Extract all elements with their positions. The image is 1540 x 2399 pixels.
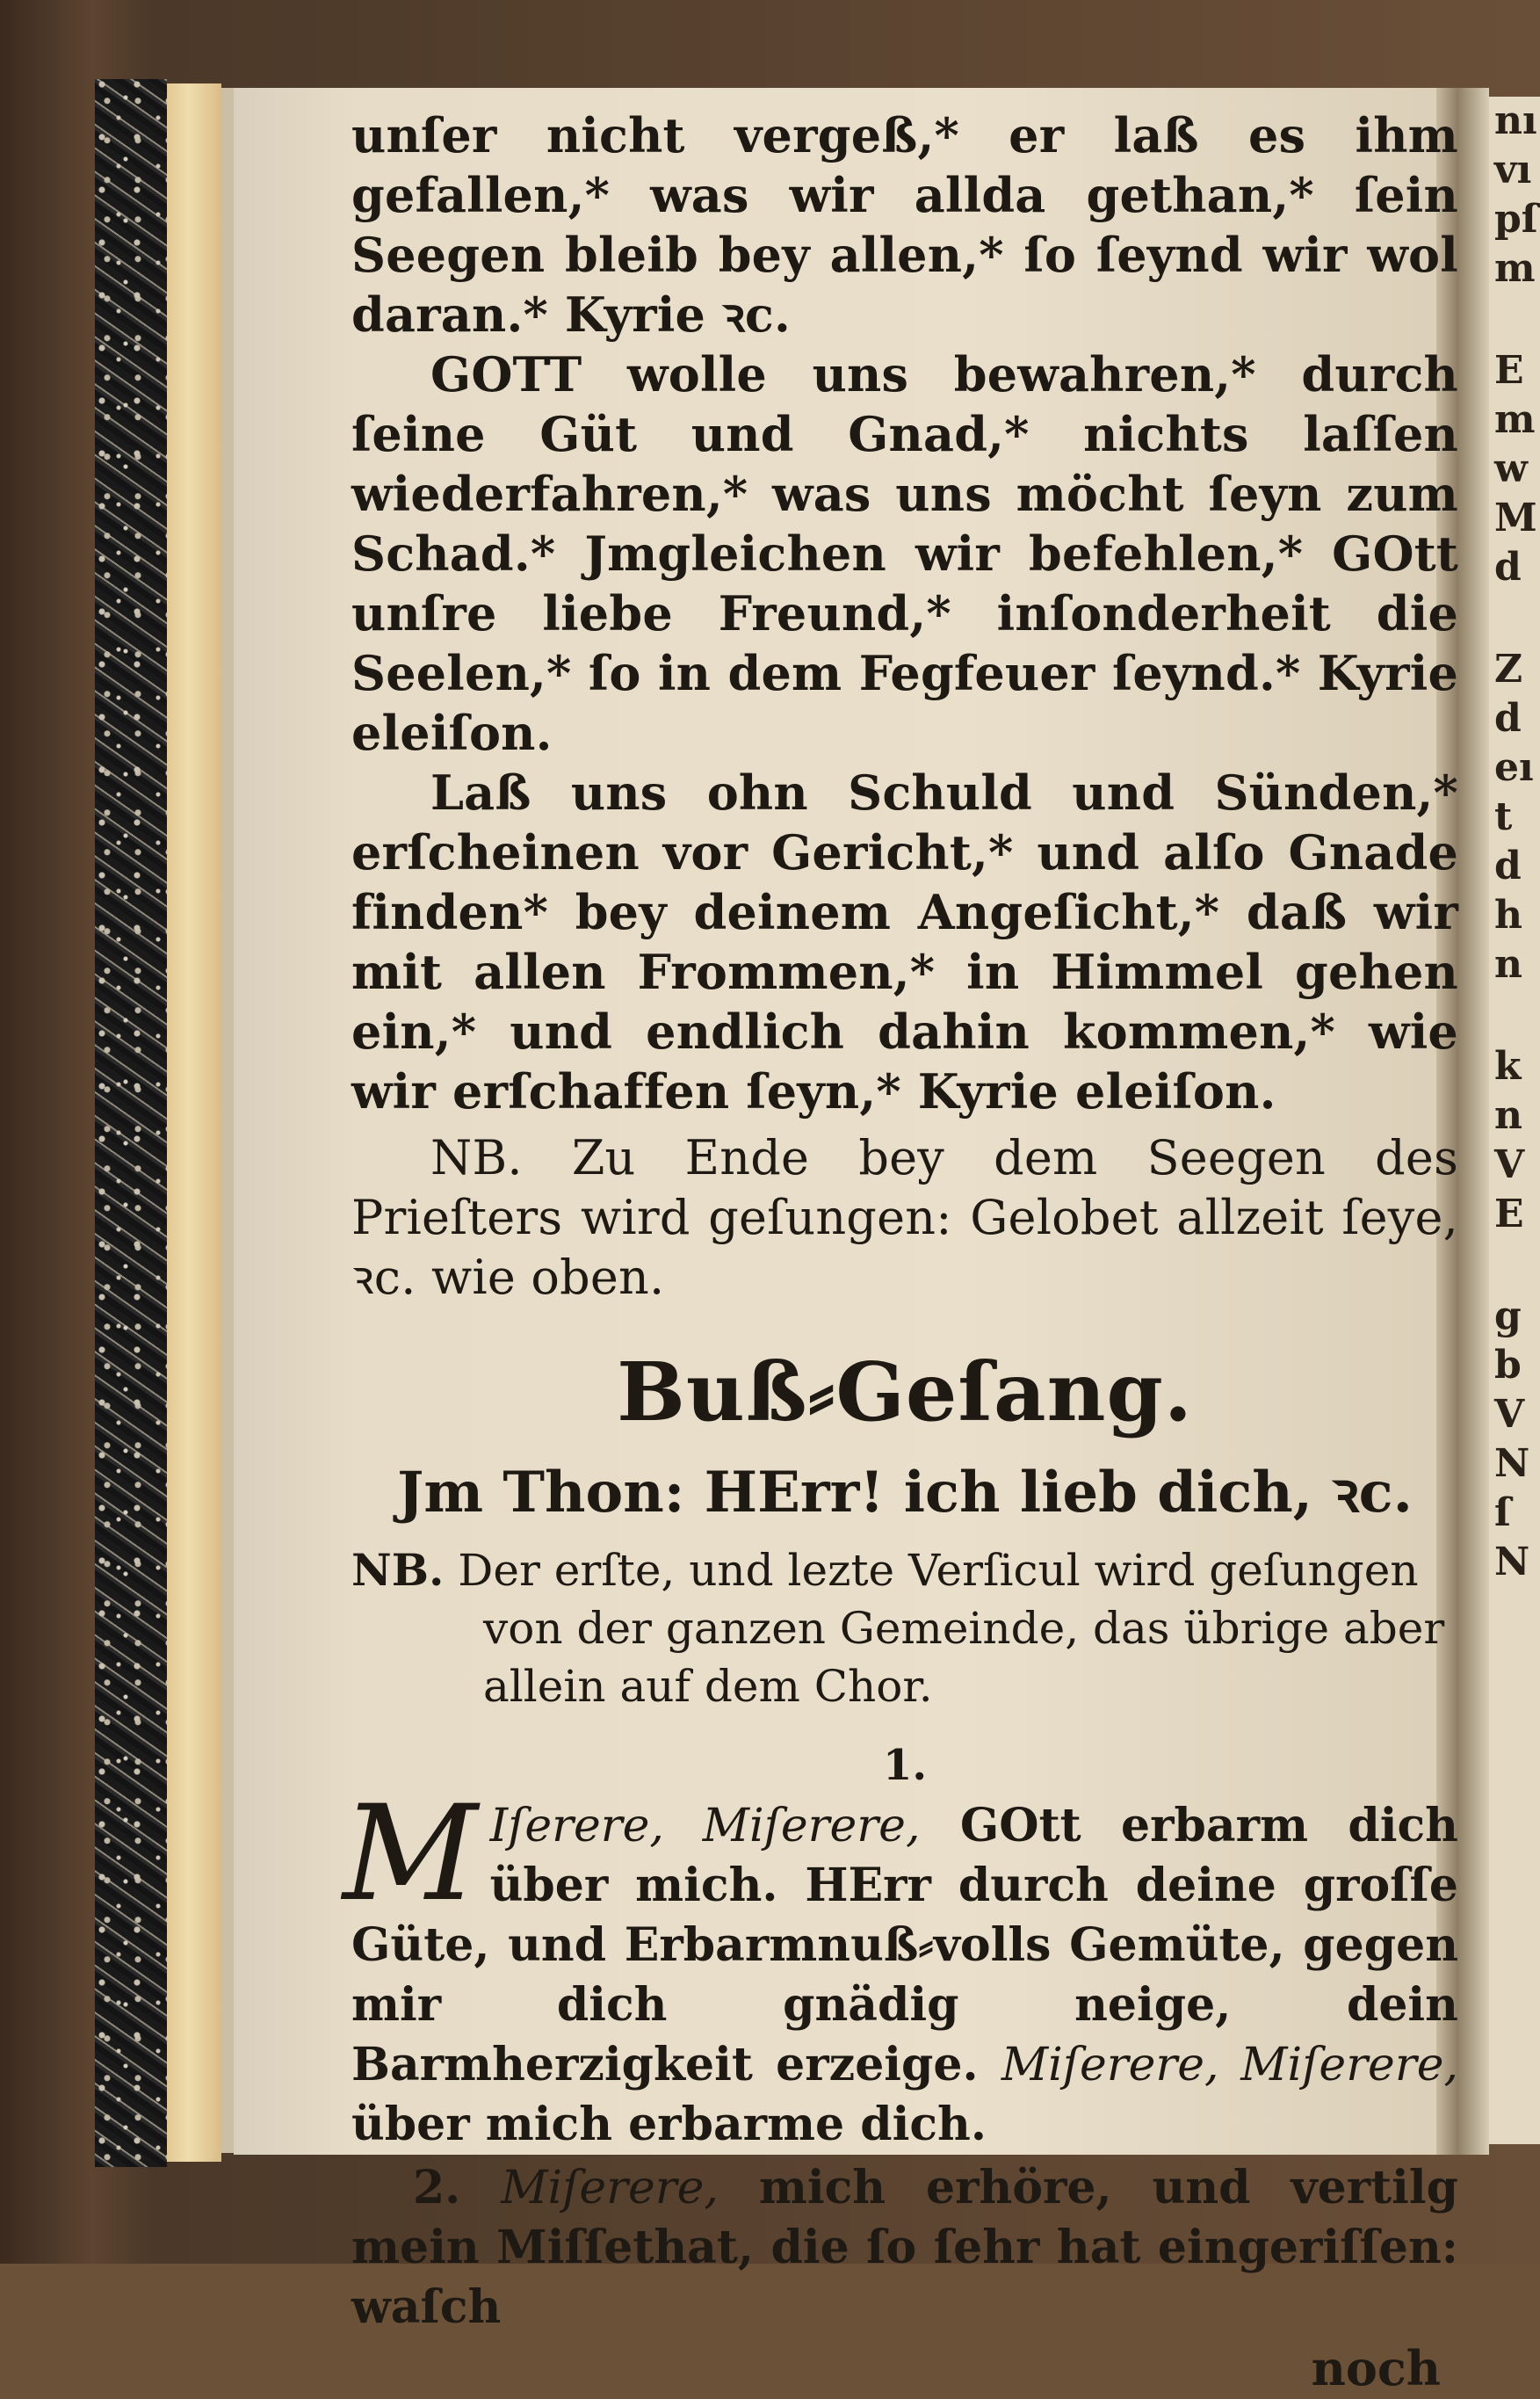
next-page-letter: w: [1494, 446, 1528, 491]
next-page-letter: vı: [1494, 148, 1532, 192]
verse2-number: 2.: [413, 2161, 461, 2214]
next-page-letter: M: [1494, 496, 1537, 540]
paragraph-1: unſer nicht vergeß,* er laß es ihm gefallen,* was wir allda gethan,* ſein Seegen bleib bey allen,* ſo ſeynd wir wol daran.* Kyrie ꝛc.: [351, 107, 1458, 343]
next-page-fragment: [1489, 97, 1540, 2144]
next-page-letter: d: [1494, 545, 1522, 590]
verse-1: [343, 1778, 1458, 2155]
hymn-title: Buß⸗Geſang.: [617, 1344, 1193, 1439]
paragraph-3: Laß uns ohn Schuld und Sünden,* erſcheinen vor Gericht,* und alſo Gnade finden* bey deinem Angeſicht,* daß wir mit allen Frommen,* in Himmel gehen ein,* und endlich dahin kommen,* wie wir erſchaffen ſeyn,* Kyrie eleiſon.: [351, 765, 1458, 1120]
marbled-cover: [95, 79, 167, 2167]
drop-initial: M: [343, 1778, 478, 1931]
catchword: noch: [1311, 2340, 1441, 2396]
verse2-text: mich erhöre, und vertilg mein Miſſethat, die ſo ſehr hat eingeriſſen: waſch: [351, 2161, 1458, 2334]
next-page-letter: g: [1494, 1294, 1522, 1338]
next-page-letter: n: [1494, 1093, 1522, 1138]
next-page-letter: m: [1494, 397, 1536, 442]
hymn-prose: [351, 105, 1458, 1308]
verse1-text: GOtt erbarm dich über mich. HErr durch deine groſſe Güte, und Erbarmnuß⸗volls Gemüte, gegen mir dich gnädig neige, dein Barmherzigkeit erzeige.: [351, 1799, 1458, 2091]
verse1-tail: über mich erbarme dich.: [351, 2098, 987, 2151]
next-page-letter: E: [1494, 348, 1524, 393]
next-page-letter: Z: [1494, 647, 1523, 692]
next-page-letter: V: [1494, 1142, 1525, 1187]
verse1-latin-start: Iſerere, Miſerere,: [489, 1800, 921, 1852]
next-page-letter: ſ: [1494, 1490, 1511, 1535]
next-page-letter: eı: [1494, 745, 1534, 790]
page-edges: [167, 83, 221, 2162]
next-page-letter: n: [1494, 942, 1522, 987]
nota-bene-verses: [351, 1541, 1458, 1715]
next-page-letter: E: [1494, 1192, 1524, 1236]
next-page-letter: d: [1494, 844, 1522, 888]
next-page-letter: h: [1494, 893, 1522, 938]
page-content: [343, 105, 1458, 2399]
next-page-letter: k: [1494, 1044, 1522, 1089]
verse2-latin: Miſerere,: [501, 2162, 719, 2214]
verse-2: [351, 2158, 1458, 2337]
next-page-letter: nı: [1494, 98, 1537, 143]
next-page-letter: m: [1494, 246, 1536, 291]
next-page-letter: d: [1494, 696, 1522, 741]
next-page-letter: b: [1494, 1343, 1522, 1388]
nota-bene-end: NB. Zu Ende bey dem Seegen des Prieſters wird geſungen: Gelobet allzeit ſeye, ꝛc. wie oben.: [351, 1130, 1458, 1305]
next-page-letter: N: [1494, 1540, 1530, 1584]
nb-text: Der erſte, und lezte Verſicul wird geſungen von der ganzen Gemeinde, das übrige aber allein auf dem Chor.: [458, 1545, 1445, 1712]
next-page-letter: V: [1494, 1392, 1525, 1437]
verse-number-1: 1.: [882, 1741, 928, 1790]
melody-note: Jm Thon: HErr! ich lieb dich, ꝛc.: [397, 1460, 1413, 1526]
paragraph-2: GOTT wolle uns bewahren,* durch ſeine Güt und Gnad,* nichts laſſen wiederfahren,* was uns möcht ſeyn zum Schad.* Jmgleichen wir befehlen,* GOtt unſre liebe Freund,* inſonderheit die Seelen,* ſo in dem Fegfeuer ſeynd.* Kyrie eleiſon.: [351, 346, 1458, 761]
next-page-letter: N: [1494, 1441, 1530, 1486]
next-page-letter: t: [1494, 794, 1513, 839]
next-page-letter: pſ: [1494, 197, 1538, 242]
nb-label: NB.: [351, 1544, 445, 1596]
verse1-latin-end: Miſerere, Miſerere,: [1001, 2039, 1458, 2091]
